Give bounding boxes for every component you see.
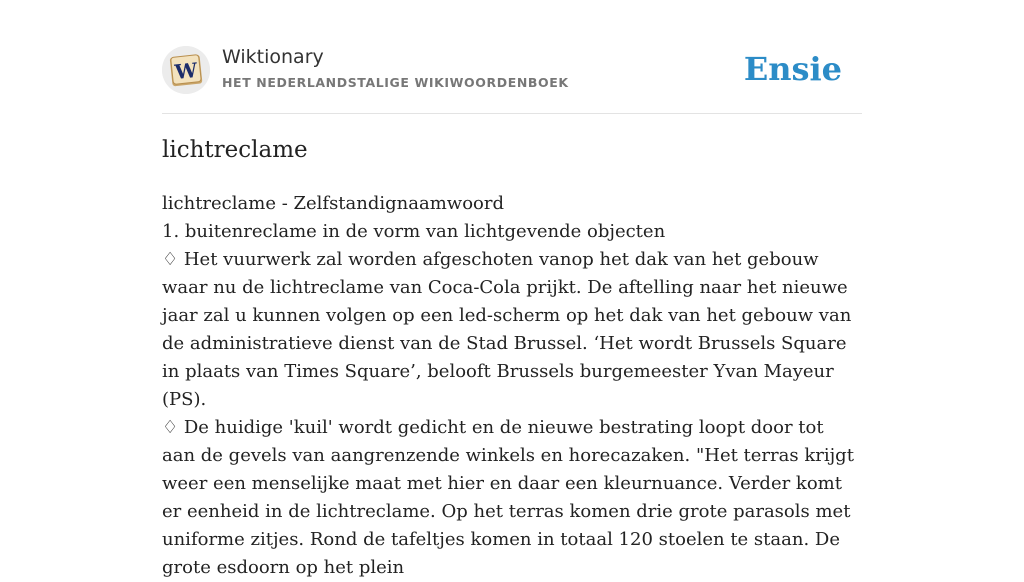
page-title: lichtreclame xyxy=(162,137,308,163)
example-sentence: ♢ Het vuurwerk zal worden afgeschoten vanop het dak van het gebouw waar nu de lichtreclame van Coca-Cola prijkt. De aftelling naar het nieuwe jaar zal u kunnen volgen op een led-scherm op het dak van het gebouw van de administratieve dienst van de Stad Brussel. ‘Het wordt Brussels Square in plaats van Times Square’, belooft Brussels burgemeester Yvan Mayeur (PS). xyxy=(162,249,852,410)
header-divider xyxy=(162,113,862,114)
entry-content xyxy=(162,190,862,582)
site-title[interactable]: Wiktionary xyxy=(222,46,324,68)
site-header xyxy=(162,44,862,114)
svg-text:W: W xyxy=(173,57,199,85)
example-sentence: ♢ De huidige 'kuil' wordt gedicht en de nieuwe bestrating loopt door tot aan de gevels van aangrenzende winkels en horecazaken. "Het terras krijgt weer een menselijke maat met hier en daar een kleurnuance. Verder komt er eenheid in de lichtreclame. Op het terras komen drie grote parasols met uniforme zitjes. Rond de tafeltjes komen in totaal 120 stoelen te staan. De grote esdoorn op het plein xyxy=(162,417,854,578)
entry-heading-line: lichtreclame - Zelfstandignaamwoord xyxy=(162,193,504,214)
entry-definition: 1. buitenreclame in de vorm van lichtgevende objecten xyxy=(162,221,666,242)
ensie-brand-logo[interactable]: Ensie xyxy=(743,50,842,88)
site-subtitle: HET NEDERLANDSTALIGE WIKIWOORDENBOEK xyxy=(222,75,569,90)
wiktionary-logo-icon[interactable] xyxy=(162,46,210,94)
